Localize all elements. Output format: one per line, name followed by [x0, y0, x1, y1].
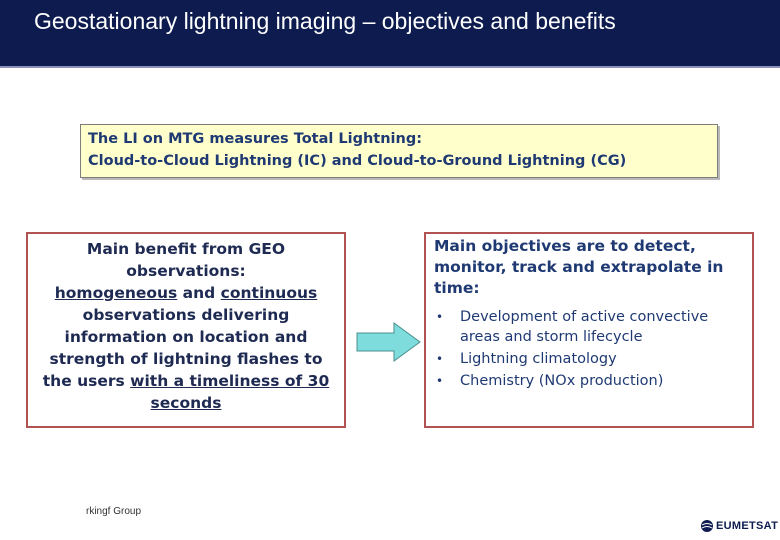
benefit-panel	[26, 232, 346, 428]
list-item	[434, 349, 744, 369]
list-item-text: Chemistry (NOx production)	[460, 373, 664, 389]
objectives-heading: Main objectives are to detect, monitor, track and extrapolate in time:	[434, 237, 724, 297]
objectives-list	[434, 307, 744, 391]
bullet-icon: •	[436, 310, 444, 324]
intro-line-1: The LI on MTG measures Total Lightning:	[88, 131, 423, 147]
header-divider	[0, 66, 780, 68]
slide-header	[0, 0, 780, 66]
objectives-panel	[424, 232, 754, 428]
slide-title: Geostationary lightning imaging – objectives and benefits	[34, 8, 616, 34]
list-item	[434, 307, 744, 347]
intro-line-2: Cloud-to-Cloud Lightning (IC) and Cloud-to-Ground Lightning (CG)	[88, 153, 627, 169]
benefit-homogeneous: homogeneous	[54, 284, 178, 302]
globe-icon	[700, 519, 714, 533]
list-item-text: Development of active convective areas and storm lifecycle	[460, 309, 709, 345]
benefit-and: and	[177, 284, 221, 302]
list-item	[434, 371, 744, 391]
benefit-body: observations delivering information on location and strength of lightning flashes to the users	[42, 306, 323, 390]
benefit-continuous: continuous	[220, 284, 318, 302]
list-item-text: Lightning climatology	[460, 351, 617, 367]
intro-callout	[80, 124, 718, 178]
logo-text: EUMETSAT	[716, 520, 779, 532]
footer-text: rkingf Group	[86, 506, 142, 517]
right-arrow-icon	[356, 322, 422, 362]
benefit-timeliness: with a timeliness of 30 seconds	[130, 372, 330, 412]
eumetsat-logo	[700, 517, 778, 535]
bullet-icon: •	[436, 352, 444, 366]
bullet-icon: •	[436, 374, 444, 388]
benefit-heading: Main benefit from GEO observations:	[86, 240, 286, 280]
